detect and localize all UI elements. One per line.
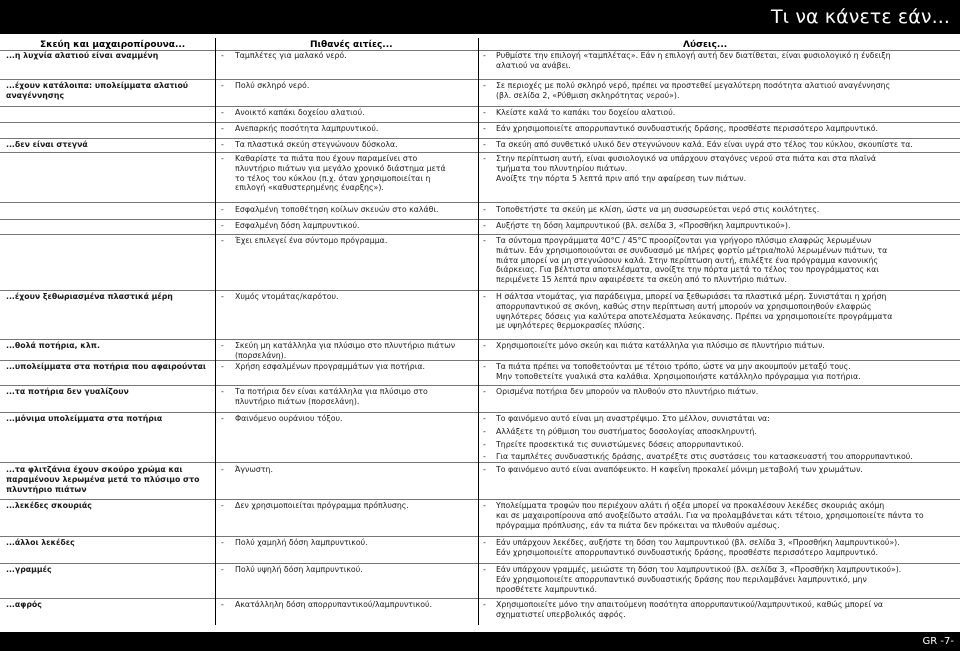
page-number: GR -7- [922,636,954,647]
solution-text: Τα πιάτα πρέπει να τοποθετούνται με τέτοιο τρόπο, ώστε να μην ακουμπούν μεταξύ τους. [496,362,851,371]
solution-bullet: - [483,538,486,547]
cause-text: Ανοικτό καπάκι δοχείου αλατιού. [235,108,365,117]
solution-bullet: - [483,440,486,449]
cause-text: Ταμπλέτες για μαλακό νερό. [235,51,347,60]
cause-text: επιλογή «καθυστερημένης έναρξης»). [235,183,384,193]
solution-text: Εάν χρησιμοποιείτε απορρυπαντικό συνδυαστικής δράσης, προσθέστε περισσότερο λαμπρυντικό. [496,124,879,133]
cause-text: Εσφαλμένη δόση λαμπρυντικού. [235,221,360,230]
footer-bar [0,632,960,651]
cause-bullet: - [221,205,224,214]
cause-bullet: - [221,221,224,230]
solution-bullet: - [483,341,486,350]
solution-text: Σε περιοχές με πολύ σκληρό νερό, πρέπει να προστεθεί μεγαλύτερη ποσότητα αλατιού αναγέννησης [496,81,891,90]
solution-bullet: - [483,205,486,214]
row-divider [0,385,960,386]
cause-text: (πορσελάνη). [235,350,287,360]
solution-bullet: - [483,427,486,436]
solution-text: Εάν υπάρχουν λεκέδες, αυξήστε τη δόση του λαμπρυντικού (βλ. σελίδα 3, «Προσθήκη λαμπρυντικού»). [496,538,900,547]
row-divider [0,360,960,361]
solution-text: περιμένετε 15 λεπτά πριν αφαιρέσετε τα σκεύη από το πλυντήριο πιάτων. [496,275,787,285]
solution-text: Στην περίπτωση αυτή, είναι φυσιολογικό να υπάρχουν σταγόνες νερού στα πιάτα και στα πλαϊνά [496,154,877,163]
solution-text: Η σάλτσα ντομάτας, για παράδειγμα, μπορεί να ξεθωριάσει τα πλαστικά μέρη. Συνιστάται η χρήση [496,292,887,301]
symptom-text: ...δεν είναι στεγνά [6,140,88,149]
solution-bullet: - [483,221,486,230]
symptom-text: ...θολά ποτήρια, κλπ. [6,341,100,350]
solution-text: (βλ. σελίδα 2, «Ρύθμιση σκληρότητας νερού»). [496,90,680,100]
solution-bullet: - [483,124,486,133]
solution-bullet: - [483,600,486,609]
column-divider [215,38,216,625]
row-divider [0,106,960,107]
row-divider [0,79,960,80]
cause-text: Ανεπαρκής ποσότητα λαμπρυντικού. [235,124,379,133]
cause-text: Ακατάλληλη δόση απορρυπαντικού/λαμπρυντικού. [235,600,432,609]
solution-text: πρόγραμμα πρόπλυσης, εάν τα πιάτα δεν πρόκειται να πλυθούν αμέσως. [496,520,780,530]
solution-text: Μην τοποθετείτε γυαλικά στα καλάθια. Χρησιμοποιήστε κατάλληλο πρόγραμμα για ποτήρια. [496,371,861,381]
row-divider [0,122,960,123]
solution-text: Χρησιμοποιείτε μόνο την απαιτούμενη ποσότητα απορρυπαντικού/λαμπρυντικού, καθώς μπορεί να [496,600,884,609]
solution-bullet: - [483,51,486,60]
solution-text: Εάν χρησιμοποιείτε απορρυπαντικό συνδυαστικής δράσης που περιλαμβάνει λαμπρυντικό, μην [496,574,867,584]
solution-text: Χρησιμοποιείτε μόνο σκεύη και πιάτα κατάλληλα για πλύσιμο σε πλυντήριο πιάτων. [496,341,825,350]
symptom-text: ...γραμμές [6,565,52,574]
row-divider [0,339,960,340]
cause-text: Τα ποτήρια δεν είναι κατάλληλα για πλύσιμο στο [235,387,428,396]
symptom-text: ...η λυχνία αλατιού είναι αναμμένη [6,51,159,60]
cause-bullet: - [221,465,224,474]
cause-text: Εσφαλμένη τοποθέτηση κοίλων σκευών στο καλάθι. [235,205,439,214]
solution-text: υψηλότερες δόσεις για καλύτερα αποτελέσματα λεύκανσης. Πρέπει να χρησιμοποιείτε προγράμματα [496,311,893,321]
cause-bullet: - [221,600,224,609]
row-divider [0,202,960,203]
solution-bullet: - [483,501,486,510]
row-divider [0,563,960,564]
cause-text: Τα πλαστικά σκεύη στεγνώνουν δύσκολα. [235,140,398,149]
cause-text: Χυμός ντομάτας/καρότου. [235,292,339,301]
row-divider [0,536,960,537]
solution-text: με υψηλότερες θερμοκρασίες πλύσης. [496,321,645,331]
solution-bullet: - [483,465,486,474]
solution-bullet: - [483,387,486,396]
symptom-text: παραμένουν λερωμένα μετά το πλύσιμο στο [6,474,200,484]
solution-bullet: - [483,292,486,301]
symptom-text: αναγέννησης [6,90,65,100]
solution-text: πιάτων. Εάν χρησιμοποιούνται σε συνδυασμό με πλήρες φορτίο μέτρια/πολύ λερωμένων πιάτων, τα [496,245,888,255]
cause-bullet: - [221,154,224,163]
cause-bullet: - [221,108,224,117]
solution-bullet: - [483,565,486,574]
cause-text: Χρήση εσφαλμένων προγραμμάτων για ποτήρια. [235,362,425,371]
solution-text: Τοποθετήστε τα σκεύη με κλίση, ώστε να μη συσσωρεύεται νερό στις κοιλότητες. [496,205,820,214]
header-bar [0,0,960,34]
cause-bullet: - [221,362,224,371]
cause-text: Φαινόμενο ουράνιου τόξου. [235,414,343,423]
cause-text: Άγνωστη. [235,465,273,474]
column-header-symptom: Σκεύη και μαχαιροπίρουνα... [40,40,186,50]
row-divider [0,234,960,235]
cause-bullet: - [221,124,224,133]
solution-text: Αυξήστε τη δόση λαμπρυντικού (βλ. σελίδα 3, «Προσθήκη λαμπρυντικού»). [496,221,791,230]
symptom-text: ...λεκέδες σκουριάς [6,501,92,510]
solution-text: Τηρείτε προσεκτικά τις συνιστώμενες δόσεις απορρυπαντικού. [496,440,744,449]
cause-text: το τέλος του κύκλου (π.χ. όταν χρησιμοποιείται η [235,173,431,183]
cause-text: Δεν χρησιμοποιείται πρόγραμμα πρόπλυσης. [235,501,409,510]
column-header-cause: Πιθανές αιτίες... [310,40,393,50]
row-divider [0,462,960,463]
cause-bullet: - [221,414,224,423]
cause-text: Πολύ σκληρό νερό. [235,81,310,90]
cause-text: Έχει επιλεγεί ένα σύντομο πρόγραμμα. [235,236,388,245]
solution-text: Εάν χρησιμοποιείτε απορρυπαντικό συνδυαστικής δράσης, προσθέστε περισσότερο λαμπρυντικό. [496,547,879,557]
solution-text: Υπολείμματα τροφών που περιέχουν αλάτι ή οξέα μπορεί να προκαλέσουν λεκέδες σκουριάς ακόμη [496,501,885,510]
symptom-text: ...έχουν ξεθωριασμένα πλαστικά μέρη [6,292,173,301]
solution-text: προσθέτετε λαμπρυντικό. [496,584,598,594]
solution-text: Εάν υπάρχουν γραμμές, μειώστε τη δόση του λαμπρυντικού (βλ. σελίδα 3, «Προσθήκη λαμπρυντικού»). [496,565,902,574]
solution-text: διάρκειας. Για βέλτιστα αποτελέσματα, ανοίξτε την πόρτα μετά το τέλος του προγράμματος και [496,265,879,275]
solution-text: αλατιού να ανάβει. [496,60,571,70]
symptom-text: ...άλλοι λεκέδες [6,538,75,547]
row-divider [0,138,960,139]
solution-bullet: - [483,236,486,245]
solution-text: Τα σύντομα προγράμματα 40°C / 45°C προορίζονται για γρήγορο πλύσιμο ελαφρώς λερωμένων [496,236,872,245]
solution-text: Ρυθμίστε την επιλογή «ταμπλέτας». Εάν η επιλογή αυτή δεν διατίθεται, είναι φυσιολογικό η ένδειξη [496,51,891,60]
solution-text: Αλλάξετε τη ρύθμιση του συστήματος δοσολογίας αποσκληρυντή. [496,427,757,436]
symptom-text: ...έχουν κατάλοιπα: υπολείμματα αλατιού [6,81,189,90]
page-title: Τι να κάνετε εάν... [770,6,950,28]
solution-text: Ανοίξτε την πόρτα 5 λεπτά πριν από την αφαίρεση των πιάτων. [496,173,747,183]
symptom-text: ...υπολείμματα στα ποτήρια που αφαιρούνται [6,362,206,371]
symptom-text: πλυντήριο πιάτων [6,484,87,494]
cause-bullet: - [221,501,224,510]
cause-bullet: - [221,292,224,301]
cause-bullet: - [221,387,224,396]
cause-text: Πολύ υψηλή δόση λαμπρυντικού. [235,565,363,574]
symptom-text: ...τα φλιτζάνια έχουν σκούρο χρώμα και [6,465,183,474]
solution-text: Ορισμένα ποτήρια δεν μπορούν να πλυθούν στο πλυντήριο πιάτων. [496,387,759,396]
solution-bullet: - [483,154,486,163]
solution-bullet: - [483,108,486,117]
solution-text: απορρυπαντικού σε σκόνη, καθώς στην περίπτωση αυτή μπορούν να χρησιμοποιηθούν ελαφρώς [496,301,872,311]
solution-text: τμήματα του πλυντηρίου πιάτων. [496,163,628,173]
cause-text: Σκεύη μη κατάλληλα για πλύσιμο στο πλυντήριο πιάτων [235,341,456,350]
solution-text: Για ταμπλέτες συνδυαστικής δράσης, ανατρέξτε στις συστάσεις του κατασκευαστή του απορρυπαντικού. [496,452,913,461]
solution-text: Κλείστε καλά το καπάκι του δοχείου αλατιού. [496,108,676,117]
symptom-text: ...μόνιμα υπολείμματα στα ποτήρια [6,414,163,423]
cause-text: πλυντήριο πιάτων για μεγάλο χρονικό διάστημα μετά [235,163,446,173]
row-divider [0,412,960,413]
column-divider [478,38,479,625]
symptom-text: ...αφρός [6,600,42,609]
row-divider [0,290,960,291]
cause-bullet: - [221,236,224,245]
row-divider [0,219,960,220]
cause-text: Πολύ χαμηλή δόση λαμπρυντικού. [235,538,368,547]
cause-bullet: - [221,140,224,149]
solution-bullet: - [483,140,486,149]
row-divider [0,499,960,500]
solution-bullet: - [483,452,486,461]
cause-bullet: - [221,81,224,90]
cause-bullet: - [221,51,224,60]
cause-bullet: - [221,341,224,350]
solution-text: Το φαινόμενο αυτό είναι αναπόφευκτο. Η καφεΐνη προκαλεί μόνιμη μεταβολή των χρωμάτων. [496,465,863,474]
column-header-solution: Λύσεις... [683,40,728,50]
solution-text: πιάτα μπορεί να μη στεγνώσουν καλά. Στην περίπτωση αυτή, επιλέξτε ένα πρόγραμμα κανονικής [496,255,879,265]
solution-text: Τα σκεύη από συνθετικό υλικό δεν στεγνώνουν καλά. Εάν είναι υγρά στο τέλος του κύκλου, σκουπίστε τα. [496,140,913,149]
solution-bullet: - [483,362,486,371]
cause-bullet: - [221,565,224,574]
cause-bullet: - [221,538,224,547]
solution-text: Το φαινόμενο αυτό είναι μη αναστρέψιμο. Στο μέλλον, συνιστάται να: [496,414,770,423]
solution-bullet: - [483,81,486,90]
cause-text: πλυντήριο πιάτων (πορσελάνη). [235,396,360,406]
cause-text: Καθαρίστε τα πιάτα που έχουν παραμείνει στο [235,154,418,163]
row-divider [0,598,960,599]
symptom-text: ...τα ποτήρια δεν γυαλίζουν [6,387,129,396]
solution-text: σχηματιστεί υπερβολικός αφρός. [496,609,626,619]
solution-text: και σε μαχαιροπίρουνα από ανοξείδωτο ατσάλι. Για να προλαμβάνεται κάτι τέτοιο, χρησιμοποιείτε πάντα το [496,510,924,520]
solution-bullet: - [483,414,486,423]
row-divider [0,152,960,153]
